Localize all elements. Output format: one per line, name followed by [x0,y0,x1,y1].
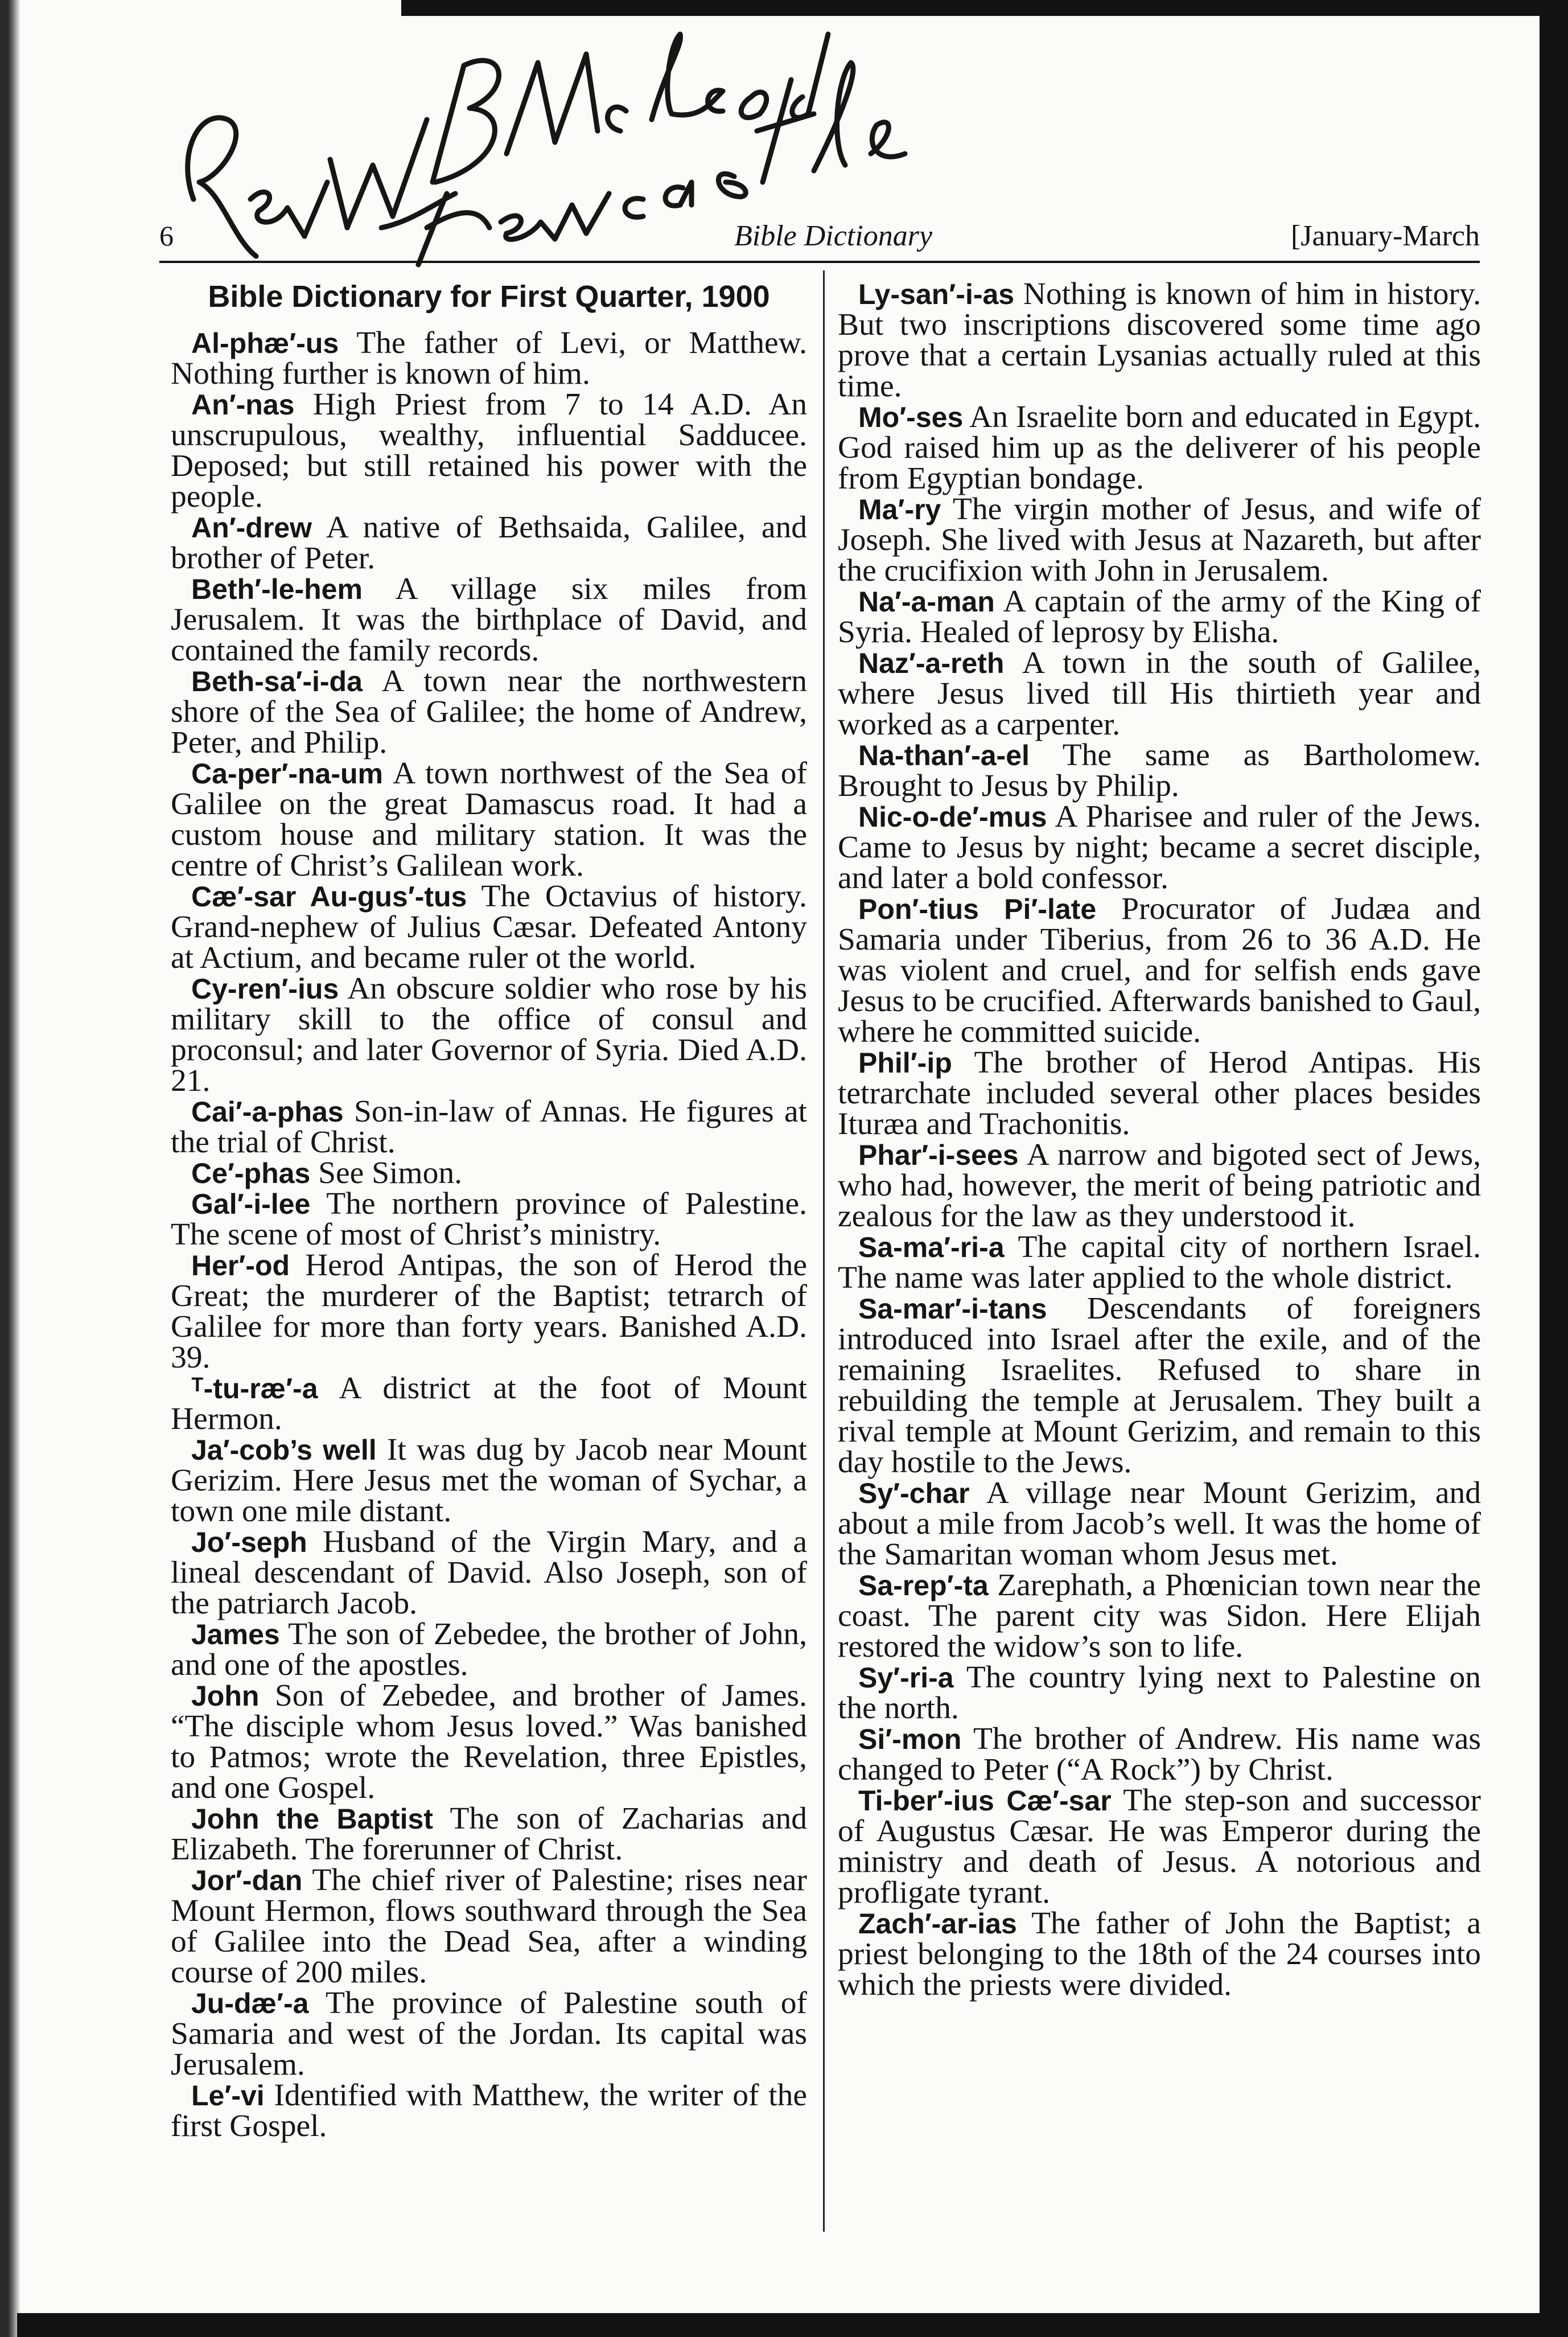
entry-term: Mo′-ses [858,401,964,433]
entry-definition: The province of Palestine south of Samaria and west of the Jordan. Its capital was Jerusalem. [171,1986,808,2082]
entry-definition: The capital city of northern Israel. The name was later applied to the whole district. [838,1230,1481,1295]
entry-term: Beth-sa′-i-da [191,666,363,697]
entry-term: James [191,1619,280,1650]
dictionary-entry [171,1678,807,1805]
entry-definition: The step-son and successor of Augustus Cæsar. He was Emperor during the ministry and death of Jesus. A notorious and profligate tyrant. [838,1783,1481,1910]
dictionary-entry [171,1158,807,1189]
entry-definition: It was dug by Jacob near Mount Gerizim. Here Jesus met the woman of Sychar, a town one mile distant. [171,1432,807,1529]
entry-definition: The virgin mother of Jesus, and wife of Joseph. She lived with Jesus at Nazareth, but after the crucifixion with John in Jerusalem. [838,492,1481,588]
entry-term: Phar′-i-sees [858,1139,1019,1171]
entry-term: Her′-od [191,1250,290,1282]
dictionary-entry [838,1662,1481,1724]
entry-definition: A town in the south of Galilee, where Jesus lived till His thirtieth year and worked as a carpenter. [838,646,1481,742]
section-heading: Bible Dictionary for First Quarter, 1900 [208,280,770,314]
entry-definition: The northern province of Palestine. The scene of most of Christ’s ministry. [171,1186,807,1252]
entry-term: Cæ′-sar Au-gus′-tus [191,881,467,913]
entry-definition: A town near the northwestern shore of the Sea of Galilee; the home of Andrew, Peter, and Philip. [171,664,807,760]
page-number: 6 [159,220,174,252]
entry-term: Ce′-phas [191,1157,311,1189]
entry-definition: A village six miles from Jerusalem. It was the birthplace of David, and contained the family records. [171,572,807,668]
dictionary-entry [171,1801,807,1867]
entry-term: Na′-a-man [858,586,995,618]
dictionary-entry [171,971,807,1098]
left-column [171,279,807,2142]
dictionary-entry [838,402,1481,494]
date-range: [January-March [1290,220,1480,252]
dictionary-entry [838,1232,1481,1293]
entry-definition: The chief river of Palestine; rises near Mount Hermon, flows southward through the Sea of Galilee into the Dead Sea, after a winding course of 200 miles. [171,1863,807,1990]
scan-right-border [1540,0,1568,2337]
dictionary-entry [171,1988,807,2080]
dictionary-entry [838,494,1481,586]
right-column [838,279,1481,2001]
dictionary-entry [171,1865,807,1988]
entry-definition: A town northwest of the Sea of Galilee on the great Damascus road. It had a custom house and military station. It was the centre of Christ’s Galilean work. [171,756,807,883]
entry-term: Ti-ber′-ius Cæ′-sar [858,1785,1112,1817]
entry-definition: An obscure soldier who rose by his military skill to the office of consul and proconsul; and later Governor of Syria. Died A.D. 21. [171,971,807,1098]
entry-definition: Identified with Matthew, the writer of the first Gospel. [171,2078,807,2143]
entry-term: Naz′-a-reth [858,647,1005,679]
dictionary-entry [171,2080,807,2142]
entry-definition: Son of Zebedee, and brother of James. “The disciple whom Jesus loved.” Was banished to Patmos; wrote the Revelation, three Epistles, and one Gospel. [171,1678,807,1805]
entry-definition: Procurator of Judæa and Samaria under Tiberius, from 26 to 36 A.D. He was violent and cruel, and for selfish ends gave Jesus to be crucified. Afterwards banished to Gaul, where he committed suicide. [838,892,1481,1049]
entry-definition: Husband of the Virgin Mary, and a lineal descendant of David. Also Joseph, son of the patriarch Jacob. [171,1525,807,1621]
column-divider [823,270,825,2232]
entry-term: ᵀ-tu-ræ′-a [191,1373,318,1404]
dictionary-entry [171,1619,807,1681]
entry-term: Nic-o-de′-mus [858,801,1047,833]
entry-definition: See Simon. [318,1156,462,1190]
entry-term: John [191,1680,260,1712]
entry-term: Sa-mar′-i-tans [858,1293,1047,1325]
dictionary-entry [838,1045,1481,1141]
dictionary-entry [171,512,807,574]
entry-term: Al-phæ′-us [191,327,339,359]
entry-term: Jo′-seph [191,1526,307,1558]
entry-term: Sa-rep′-ta [858,1570,989,1601]
entry-definition: A district at the foot of Mount Hermon. [171,1371,807,1436]
dictionary-entry [171,1186,807,1252]
scan-left-edge [0,0,20,2337]
entry-definition: A narrow and bigoted sect of Jews, who had, however, the merit of being patriotic and zealous for the law as they understood it. [838,1137,1481,1234]
entry-definition: A village near Mount Gerizim, and about a mile from Jacob’s well. It was the home of the Samaritan woman whom Jesus met. [838,1476,1481,1572]
entry-term: Na-than′-a-el [858,740,1030,771]
dictionary-entry [171,1250,807,1373]
entry-definition: High Priest from 7 to 14 A.D. An unscrupulous, wealthy, influential Sadducee. Deposed; but still retained his power with the people. [171,387,808,514]
page-header [159,219,1480,259]
dictionary-entry [838,894,1481,1048]
entry-definition: The brother of Andrew. His name was changed to Peter (“A Rock”) by Christ. [838,1722,1481,1787]
dictionary-entry [171,1527,807,1619]
dictionary-entry [838,1293,1481,1478]
dictionary-entry [838,1478,1481,1570]
entry-term: Le′-vi [191,2080,265,2112]
entry-term: John the Baptist [191,1803,433,1835]
entry-term: Zach′-ar-ias [858,1908,1017,1940]
dictionary-entry [171,758,807,881]
entry-definition: Descendants of foreigners introduced into Israel after the exile, and of the remaining Israelites. Refused to share in rebuilding the temple at Jerusalem. They built a rival temple at Mount Gerizim, and remain to this day hostile to the Jews. [838,1291,1481,1480]
entry-term: Beth′-le-hem [191,573,363,605]
entry-definition: The same as Bartholomew. Brought to Jesus by Philip. [838,738,1481,803]
entry-definition: The father of Levi, or Matthew. Nothing further is known of him. [171,326,807,391]
entry-definition: The father of John the Baptist; a priest belonging to the 18th of the 24 courses into which the priests were divided. [838,1906,1481,2002]
entry-term: An′-nas [191,389,295,421]
entry-term: An′-drew [191,512,312,544]
dictionary-entry [838,799,1481,896]
entry-term: Cai′-a-phas [191,1096,344,1128]
dictionary-entry [838,1724,1481,1785]
entry-term: Ju-dæ′-a [191,1987,309,2019]
dictionary-entry [171,389,807,512]
dictionary-entry [838,586,1481,648]
entry-definition: An Israelite born and educated in Egypt. God raised him up as the deliverer of his people from Egyptian bondage. [838,400,1481,496]
entry-term: Ma′-ry [858,494,941,525]
entry-term: Sy′-ri-a [858,1662,954,1694]
dictionary-entry [171,328,807,389]
entry-definition: Zarephath, a Phœnician town near the coast. The parent city was Sidon. Here Elijah restored the widow’s son to life. [838,1568,1481,1664]
dictionary-entry [171,881,807,974]
dictionary-entry [838,1137,1481,1234]
dictionary-entry [838,1908,1481,2001]
entry-term: Jor′-dan [191,1864,303,1896]
entry-definition: The country lying next to Palestine on the north. [838,1660,1481,1726]
dictionary-entry [171,666,807,758]
entry-term: Ly-san′-i-as [858,278,1015,310]
dictionary-entry [838,1570,1481,1662]
dictionary-entry [838,648,1481,740]
entry-term: Ca-per′-na-um [191,758,384,790]
entry-definition: A captain of the army of the King of Syria. Healed of leprosy by Elisha. [838,584,1481,650]
dictionary-entry [838,740,1481,802]
entry-term: Ja′-cob’s well [191,1434,377,1466]
entry-term: Sy′-char [858,1477,970,1509]
entry-definition: The son of Zebedee, the brother of John, and one of the apostles. [171,1617,808,1682]
entry-definition: Nothing is known of him in history. But two inscriptions discovered some time ago prove that a certain Lysanias actually ruled at this time. [838,277,1481,404]
entry-definition: Herod Antipas, the son of Herod the Great; the murderer of the Baptist; tetrarch of Galilee for more than forty years. Banished A.D. 39. [171,1248,807,1375]
entry-term: Sa-ma′-ri-a [858,1231,1005,1263]
dictionary-entry [171,1373,807,1435]
running-title: Bible Dictionary [734,220,933,252]
dictionary-entry [838,279,1481,402]
scan-bottom-border [17,2313,1568,2337]
entry-term: Phil′-ip [858,1047,952,1079]
entry-term: Gal′-i-lee [191,1188,311,1220]
entry-term: Si′-mon [858,1723,962,1755]
header-rule [159,261,1480,263]
entry-term: Cy-ren′-ius [191,973,339,1005]
dictionary-entry [171,1432,807,1529]
entry-definition: The Octavius of history. Grand-nephew of Julius Cæsar. Defeated Antony at Actium, and became ruler ot the world. [171,879,807,975]
entry-definition: Son-in-law of Annas. He figures at the trial of Christ. [171,1094,808,1160]
entry-term: Pon′-tius Pi′-late [858,893,1097,925]
dictionary-entry [171,1096,807,1158]
entry-definition: The son of Zacharias and Elizabeth. The forerunner of Christ. [171,1801,807,1867]
dictionary-entry [838,1785,1481,1908]
entry-definition: A native of Bethsaida, Galilee, and brother of Peter. [171,510,807,576]
dictionary-entry [171,574,807,666]
entry-definition: The brother of Herod Antipas. His tetrarchate included several other places besides Ituræa and Trachonitis. [838,1045,1481,1141]
entry-definition: A Pharisee and ruler of the Jews. Came to Jesus by night; became a secret disciple, and later a bold confessor. [838,799,1481,896]
